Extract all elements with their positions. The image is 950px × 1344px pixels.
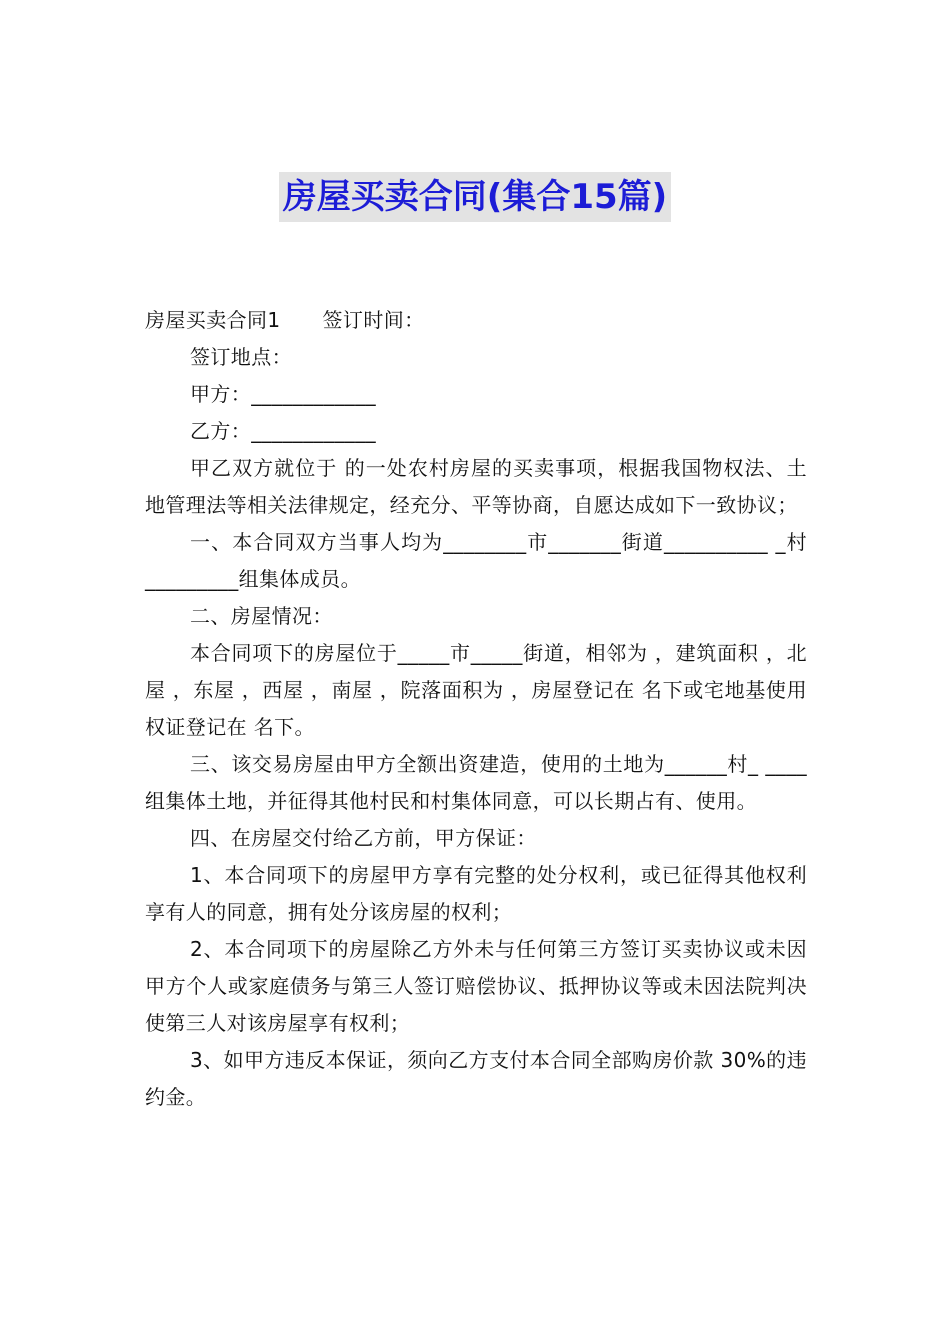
clause-2-heading: 二、房屋情况： [190, 604, 333, 628]
clause-2-body: 本合同项下的房屋位于_____市_____街道，相邻为 ，建筑面积 ，北屋 ，东屋 ，西屋 ，南屋 ，院落面积为 ，房屋登记在 名下或宅地基使用权证登记在 名下。 [145, 641, 807, 739]
contract-heading-line [145, 302, 807, 339]
preamble-paragraph: 甲乙双方就位于 的一处农村房屋的买卖事项，根据我国物权法、土地管理法等相关法律规定，经充分、平等协商，自愿达成如下一致协议； [145, 456, 807, 517]
party-a-line [145, 376, 807, 413]
title-wrap [0, 172, 950, 222]
clause-3-paragraph: 三、该交易房屋由甲方全额出资建造，使用的土地为______村_ ____组集体土地，并征得其他村民和村集体同意，可以长期占有、使用。 [145, 752, 807, 813]
document-body [145, 302, 807, 1116]
party-a-label: 甲方： [190, 382, 252, 406]
party-a-blank: ____________ [251, 382, 377, 406]
party-b-line [145, 413, 807, 450]
clause-4-item-2: 2、本合同项下的房屋除乙方外未与任何第三方签订买卖协议或未因甲方个人或家庭债务与第三人签订赔偿协议、抵押协议等或未因法院判决使第三人对该房屋享有权利； [145, 937, 807, 1035]
sign-place-line [145, 339, 807, 376]
sign-place-label: 签订地点： [190, 345, 292, 369]
party-b-blank: ____________ [251, 419, 377, 443]
contract-heading: 房屋买卖合同1 [145, 308, 281, 332]
clause-4-item-3: 3、如甲方违反本保证，须向乙方支付本合同全部购房价款 30%的违约金。 [145, 1048, 807, 1109]
sign-time-label: 签订时间： [322, 308, 425, 332]
document-title: 房屋买卖合同(集合15篇) [279, 172, 671, 222]
clause-4-heading: 四、在房屋交付给乙方前，甲方保证： [190, 826, 537, 850]
clause-1-paragraph: 一、本合同双方当事人均为________市_______街道__________ _村_________组集体成员。 [145, 530, 807, 591]
party-b-label: 乙方： [190, 419, 252, 443]
clause-4-item-1: 1、本合同项下的房屋甲方享有完整的处分权利，或已征得其他权利享有人的同意，拥有处分该房屋的权利； [145, 863, 807, 924]
